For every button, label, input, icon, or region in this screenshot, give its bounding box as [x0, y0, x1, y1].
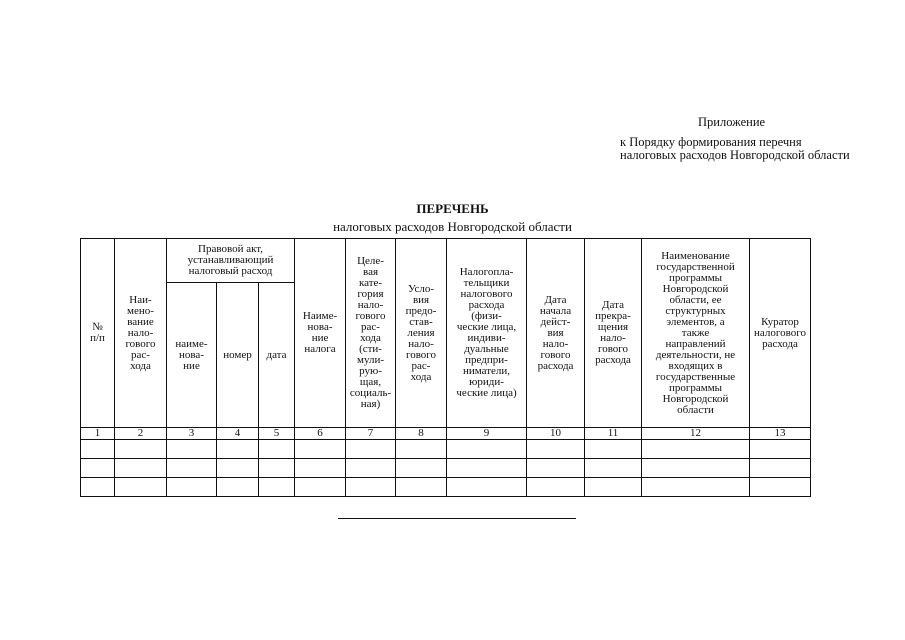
- empty-cell: [295, 459, 346, 478]
- column-number: 12: [642, 428, 750, 440]
- column-numbers-row: [81, 428, 811, 440]
- empty-cell: [396, 440, 447, 459]
- table-row: [81, 459, 811, 478]
- empty-cell: [346, 459, 396, 478]
- column-number: 13: [750, 428, 811, 440]
- empty-cell: [585, 459, 642, 478]
- column-number: 11: [585, 428, 642, 440]
- empty-cell: [447, 478, 527, 497]
- closing-line: [338, 518, 576, 519]
- header-act-date: дата: [259, 283, 295, 428]
- appendix-title: Приложение: [698, 115, 766, 129]
- header-conditions: Усло- вия предо- став- ления нало- гового рас- хода: [396, 239, 447, 428]
- appendix-block: [620, 116, 850, 162]
- header-num: № п/п: [81, 239, 115, 428]
- empty-cell: [259, 459, 295, 478]
- empty-cell: [167, 459, 217, 478]
- empty-cell: [81, 478, 115, 497]
- empty-cell: [642, 478, 750, 497]
- empty-cell: [295, 478, 346, 497]
- empty-cell: [447, 440, 527, 459]
- header-taxpayers: Налогопла- тельщики налогового расхода (физи- ческие лица, индиви- дуальные предпри- ниматели, юриди- ческие лица): [447, 239, 527, 428]
- empty-cell: [642, 459, 750, 478]
- column-number: 3: [167, 428, 217, 440]
- empty-cell: [259, 440, 295, 459]
- table-row: [81, 440, 811, 459]
- header-tax-name: Наиме- нова- ние налога: [295, 239, 346, 428]
- column-number: 8: [396, 428, 447, 440]
- empty-cell: [81, 459, 115, 478]
- empty-cell: [642, 440, 750, 459]
- empty-cell: [167, 478, 217, 497]
- table-row: [81, 478, 811, 497]
- empty-cell: [447, 459, 527, 478]
- empty-cell: [167, 440, 217, 459]
- empty-cell: [527, 478, 585, 497]
- header-start-date: Дата начала дейст- вия нало- гового расхода: [527, 239, 585, 428]
- header-curator: Куратор налогового расхода: [750, 239, 811, 428]
- column-number: 10: [527, 428, 585, 440]
- empty-cell: [81, 440, 115, 459]
- header-program: Наименование государственной программы Новгородской области, ее структурных элементов, а также направлений деятельности, не входящих в государственные программы Новгородской области: [642, 239, 750, 428]
- empty-cell: [396, 478, 447, 497]
- empty-cell: [750, 440, 811, 459]
- document-subtitle: налоговых расходов Новгородской области: [333, 219, 572, 234]
- empty-cell: [585, 478, 642, 497]
- column-number: 9: [447, 428, 527, 440]
- column-number: 2: [115, 428, 167, 440]
- empty-cell: [527, 440, 585, 459]
- empty-cell: [750, 459, 811, 478]
- empty-cell: [750, 478, 811, 497]
- header-act-number: номер: [217, 283, 259, 428]
- column-number: 7: [346, 428, 396, 440]
- empty-cell: [217, 478, 259, 497]
- header-name: Наи- мено- вание нало- гового рас- хода: [115, 239, 167, 428]
- header-legal-act: Правовой акт, устанавливающий налоговый расход: [167, 239, 295, 283]
- header-target-category: Целе- вая кате- гория нало- гового рас- хода (сти- мули- рую- щая, социаль- ная): [346, 239, 396, 428]
- header-act-name: наиме- нова- ние: [167, 283, 217, 428]
- empty-cell: [217, 459, 259, 478]
- empty-cell: [346, 440, 396, 459]
- header-end-date: Дата прекра- щения нало- гового расхода: [585, 239, 642, 428]
- empty-cell: [396, 459, 447, 478]
- column-number: 1: [81, 428, 115, 440]
- empty-cell: [217, 440, 259, 459]
- column-number: 6: [295, 428, 346, 440]
- document-title: ПЕРЕЧЕНЬ: [416, 201, 489, 216]
- empty-cell: [115, 478, 167, 497]
- appendix-text: к Порядку формирования перечня налоговых расходов Новгородской области: [620, 135, 850, 162]
- column-number: 4: [217, 428, 259, 440]
- empty-cell: [115, 440, 167, 459]
- empty-cell: [115, 459, 167, 478]
- empty-cell: [295, 440, 346, 459]
- empty-cell: [585, 440, 642, 459]
- empty-cell: [527, 459, 585, 478]
- tax-expenditures-table: [80, 238, 811, 497]
- empty-cell: [346, 478, 396, 497]
- column-number: 5: [259, 428, 295, 440]
- empty-cell: [259, 478, 295, 497]
